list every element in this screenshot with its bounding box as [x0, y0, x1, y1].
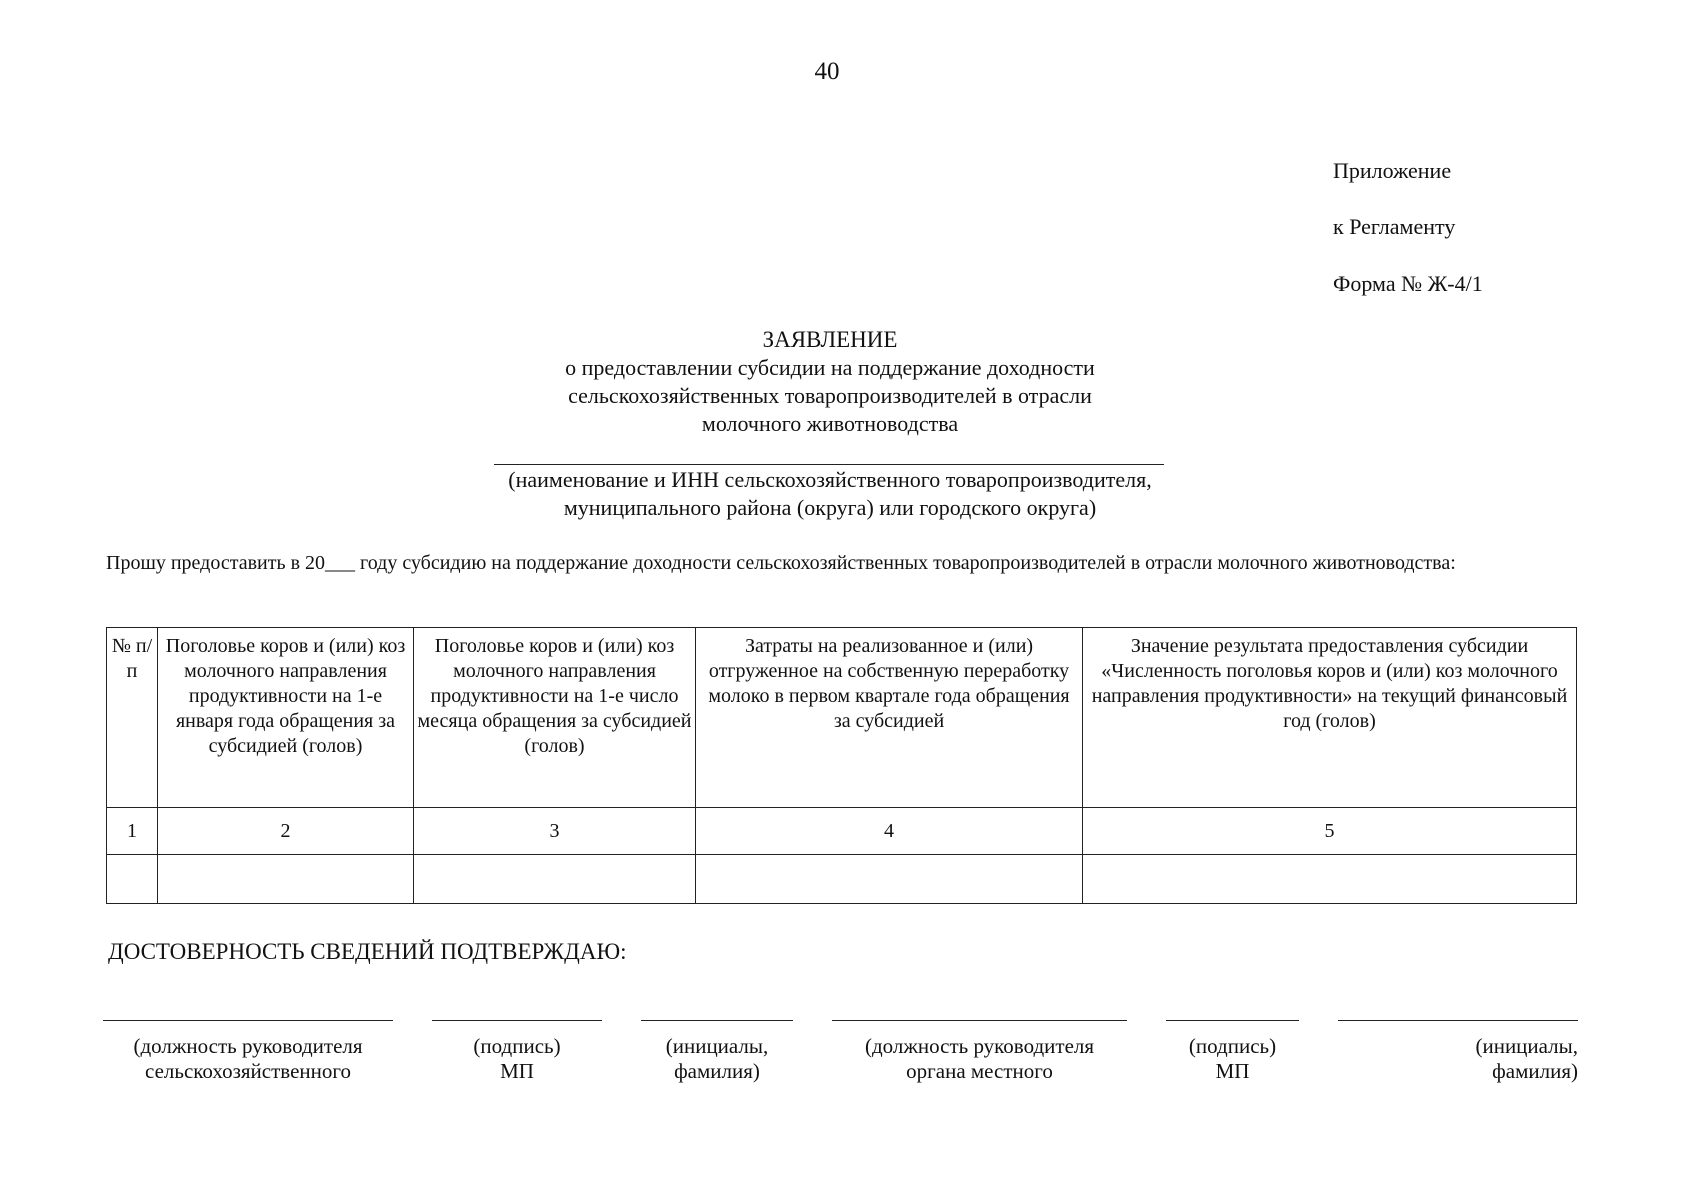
- caption-line: сельскохозяйственного: [145, 1059, 351, 1083]
- table-header-cell: Поголовье коров и (или) коз молочного направления продуктивности на 1-е число месяца обращения за субсидией (голов): [414, 628, 696, 808]
- signature-caption: [832, 1034, 1127, 1084]
- table-number-cell: 2: [158, 808, 414, 855]
- signature-line: [1166, 1020, 1299, 1021]
- title-line: сельскохозяйственных товаропроизводителей в отрасли: [568, 383, 1092, 408]
- request-text: Прошу предоставить в 20___ году субсидию на поддержание доходности сельскохозяйственных товаропроизводителей в отрасли молочного животноводства:: [106, 552, 1456, 574]
- table-cell: [1083, 855, 1577, 904]
- table-row: [107, 855, 1577, 904]
- table-cell: [414, 855, 696, 904]
- table-header-cell: № п/п: [107, 628, 158, 808]
- appendix-reference: к Регламенту: [1333, 214, 1456, 239]
- appendix-label: Приложение: [1333, 158, 1452, 183]
- signature-caption: [641, 1034, 793, 1084]
- table-cell: [696, 855, 1083, 904]
- document-title: [430, 326, 1230, 438]
- form-number: Форма № Ж-4/1: [1333, 271, 1483, 296]
- table-header-row: [107, 628, 1577, 808]
- title-main: ЗАЯВЛЕНИЕ: [762, 327, 898, 352]
- caption-line: (должность руководителя: [133, 1034, 363, 1058]
- signature-line: [641, 1020, 793, 1021]
- table-header-cell: Затраты на реализованное и (или) отгруженное на собственную переработку молоко в первом квартале года обращения за субсидией: [696, 628, 1083, 808]
- caption-line: (наименование и ИНН сельскохозяйственного товаропроизводителя,: [508, 467, 1152, 492]
- caption-line: фамилия): [674, 1059, 760, 1083]
- signature-caption: [432, 1034, 602, 1084]
- table-number-cell: 3: [414, 808, 696, 855]
- caption-line: (подпись): [473, 1034, 561, 1058]
- caption-line: МП: [1215, 1059, 1250, 1083]
- signature-line: [1338, 1020, 1578, 1021]
- caption-line: (инициалы,: [1475, 1034, 1578, 1058]
- signature-caption: [1166, 1034, 1299, 1084]
- caption-line: органа местного: [906, 1059, 1053, 1083]
- producer-name-line: [494, 464, 1164, 465]
- caption-line: (инициалы,: [665, 1034, 769, 1058]
- table-number-cell: 5: [1083, 808, 1577, 855]
- caption-line: (подпись): [1188, 1034, 1277, 1058]
- producer-name-caption: [430, 466, 1230, 522]
- table-number-cell: 1: [107, 808, 158, 855]
- caption-line: (должность руководителя: [864, 1034, 1095, 1058]
- table-header-cell: Значение результата предоставления субсидии «Численность поголовья коров и (или) коз молочного направления продуктивности» на текущий финансовый год (голов): [1083, 628, 1577, 808]
- signature-line: [832, 1020, 1127, 1021]
- caption-line: фамилия): [1492, 1059, 1578, 1083]
- subsidy-table: [106, 627, 1577, 904]
- caption-line: муниципального района (округа) или городского округа): [563, 495, 1097, 520]
- title-line: молочного животноводства: [701, 411, 959, 436]
- signature-line: [432, 1020, 602, 1021]
- page-number: 40: [814, 58, 840, 85]
- table-number-cell: 4: [696, 808, 1083, 855]
- signature-caption: [1338, 1034, 1578, 1084]
- confirmation-text: ДОСТОВЕРНОСТЬ СВЕДЕНИЙ ПОДТВЕРЖДАЮ:: [108, 939, 627, 964]
- caption-line: МП: [500, 1059, 534, 1083]
- title-line: о предоставлении субсидии на поддержание доходности: [565, 355, 1095, 380]
- table-header-cell: Поголовье коров и (или) коз молочного направления продуктивности на 1-е января года обращения за субсидией (голов): [158, 628, 414, 808]
- signature-caption: [103, 1034, 393, 1084]
- table-cell: [158, 855, 414, 904]
- table-number-row: [107, 808, 1577, 855]
- table-cell: [107, 855, 158, 904]
- signature-line: [103, 1020, 393, 1021]
